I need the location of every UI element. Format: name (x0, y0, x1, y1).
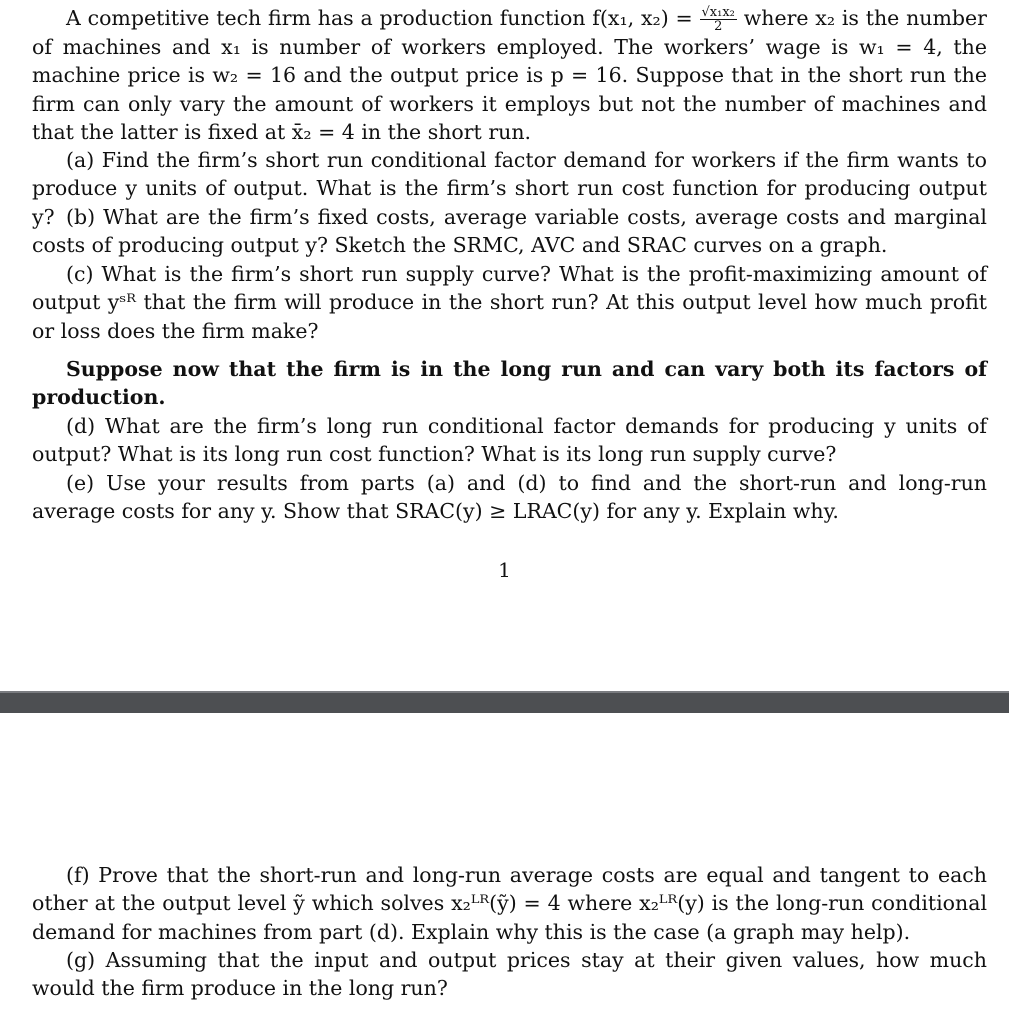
part-f: (f) Prove that the short-run and long-run average costs are equal and tangent to each other at the output level ỹ which solves x₂ᴸᴿ(ỹ) = 4 where x₂ᴸᴿ(y) is the long-run conditional demand for machines from part (d). Explain why this is the case (a graph may help). (32, 863, 987, 944)
intro-text-1: A competitive tech firm has a production function f(x₁, x₂) = (66, 6, 693, 30)
part-d: (d) What are the firm’s long run conditional factor demands for producing y units of output? What is its long run cost function? What is its long run supply curve? (32, 414, 987, 467)
part-g: (g) Assuming that the input and output prices stay at their given values, how much would the firm produce in the long run? (32, 948, 987, 1001)
problem-intro (32, 4, 987, 147)
page-divider (0, 691, 1009, 715)
fraction-numerator: √x₁x₂ (701, 5, 735, 20)
fraction-denominator: 2 (714, 19, 723, 34)
part-a: (a) Find the firm’s short run conditional factor demand for workers if the firm wants to produce y units of output. What is the firm’s short run cost function for producing output y? (32, 148, 987, 229)
production-fraction (700, 6, 737, 33)
long-run-heading: Suppose now that the firm is in the long run and can vary both its factors of production. (32, 357, 987, 410)
part-b: (b) What are the firm’s fixed costs, average variable costs, average costs and marginal costs of producing output y? Sketch the SRMC, AVC and SRAC curves on a graph. (32, 205, 987, 258)
page-number: 1 (498, 558, 511, 582)
intro-text-2: where x₂ is the number of machines and x₁ is number of workers employed. The workers’ wage is w₁ = 4, the machine price is w₂ = 16 and the output price is p = 16. Suppose that in the short run the firm can only vary the amount of workers it employs but not the number of machines and that the latter is fixed at x̄₂ = 4 in the short run. (32, 6, 987, 145)
part-e: (e) Use your results from parts (a) and (d) to find and the short-run and long-run average costs for any y. Show that SRAC(y) ≥ LRAC(y) for any y. Explain why. (32, 471, 987, 524)
part-c: (c) What is the firm’s short run supply curve? What is the profit-maximizing amount of output yˢᴿ that the firm will produce in the short run? At this output level how much profit or loss does the firm make? (32, 262, 987, 343)
